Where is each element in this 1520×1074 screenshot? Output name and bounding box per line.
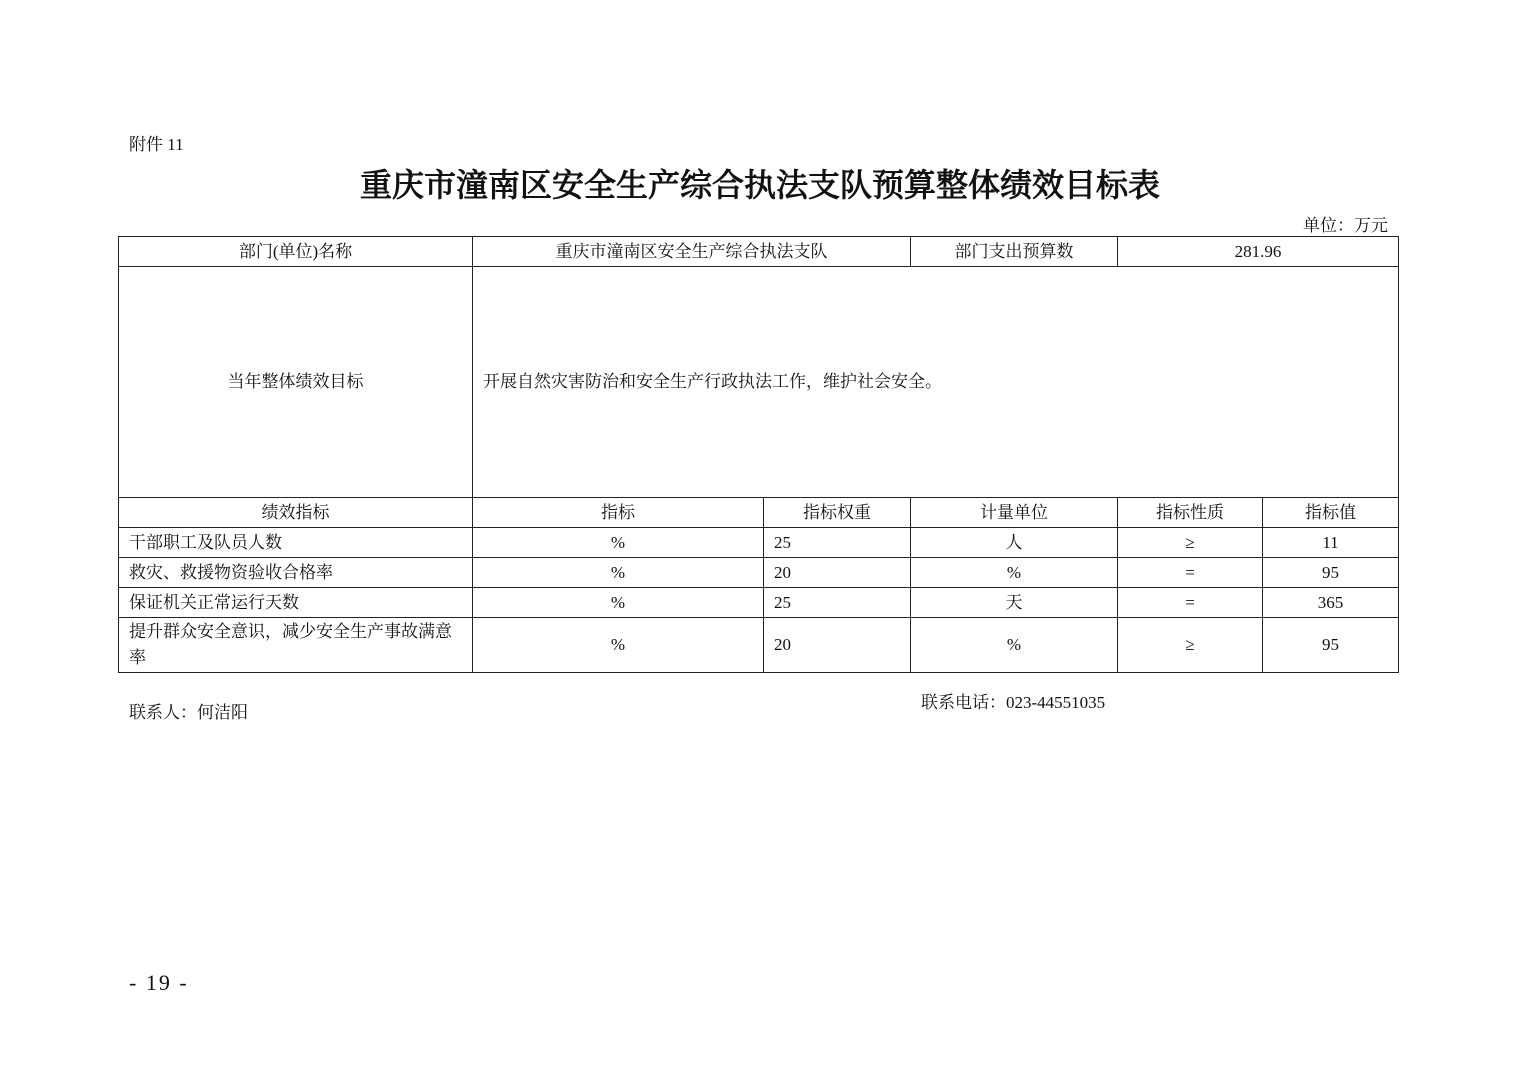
goal-row (119, 267, 1399, 498)
contact-person: 联系人：何洁阳 (129, 703, 248, 722)
table-row (119, 618, 1399, 673)
header-weight: 指标权重 (764, 498, 911, 528)
table-row (119, 558, 1399, 588)
goal-label: 当年整体绩效目标 (119, 267, 473, 498)
indicator-name: 救灾、救援物资验收合格率 (119, 558, 473, 588)
budget-value: 281.96 (1118, 237, 1399, 267)
value-cell: 11 (1263, 528, 1399, 558)
performance-target-table (118, 236, 1399, 673)
table-row (119, 528, 1399, 558)
weight-cell: 25 (764, 588, 911, 618)
indicator-cell: % (473, 558, 764, 588)
annex-label: 附件 11 (129, 135, 184, 154)
unit-cell: 天 (911, 588, 1118, 618)
indicator-cell: % (473, 618, 764, 673)
goal-value: 开展自然灾害防治和安全生产行政执法工作，维护社会安全。 (473, 267, 1399, 498)
weight-cell: 20 (764, 558, 911, 588)
unit-cell: 人 (911, 528, 1118, 558)
nature-cell: = (1118, 588, 1263, 618)
indicator-cell: % (473, 588, 764, 618)
indicator-name: 提升群众安全意识，减少安全生产事故满意率 (119, 618, 473, 673)
value-cell: 95 (1263, 558, 1399, 588)
indicator-name: 保证机关正常运行天数 (119, 588, 473, 618)
header-row (119, 498, 1399, 528)
nature-cell: ≥ (1118, 618, 1263, 673)
header-nature: 指标性质 (1118, 498, 1263, 528)
unit-label: 单位：万元 (1303, 216, 1388, 235)
unit-cell: % (911, 618, 1118, 673)
header-unit: 计量单位 (911, 498, 1118, 528)
table-row (119, 588, 1399, 618)
nature-cell: = (1118, 558, 1263, 588)
budget-label: 部门支出预算数 (911, 237, 1118, 267)
dept-name-label: 部门(单位)名称 (119, 237, 473, 267)
page-title: 重庆市潼南区安全生产综合执法支队预算整体绩效目标表 (359, 167, 1160, 203)
contact-phone: 联系电话：023-44551035 (921, 693, 1106, 712)
weight-cell: 25 (764, 528, 911, 558)
value-cell: 365 (1263, 588, 1399, 618)
header-indicator: 指标 (473, 498, 764, 528)
indicator-name: 干部职工及队员人数 (119, 528, 473, 558)
indicator-cell: % (473, 528, 764, 558)
unit-cell: % (911, 558, 1118, 588)
page-number: - 19 - (129, 970, 189, 995)
dept-name-value: 重庆市潼南区安全生产综合执法支队 (473, 237, 911, 267)
dept-row (119, 237, 1399, 267)
header-indicator-name: 绩效指标 (119, 498, 473, 528)
header-value: 指标值 (1263, 498, 1399, 528)
weight-cell: 20 (764, 618, 911, 673)
nature-cell: ≥ (1118, 528, 1263, 558)
value-cell: 95 (1263, 618, 1399, 673)
